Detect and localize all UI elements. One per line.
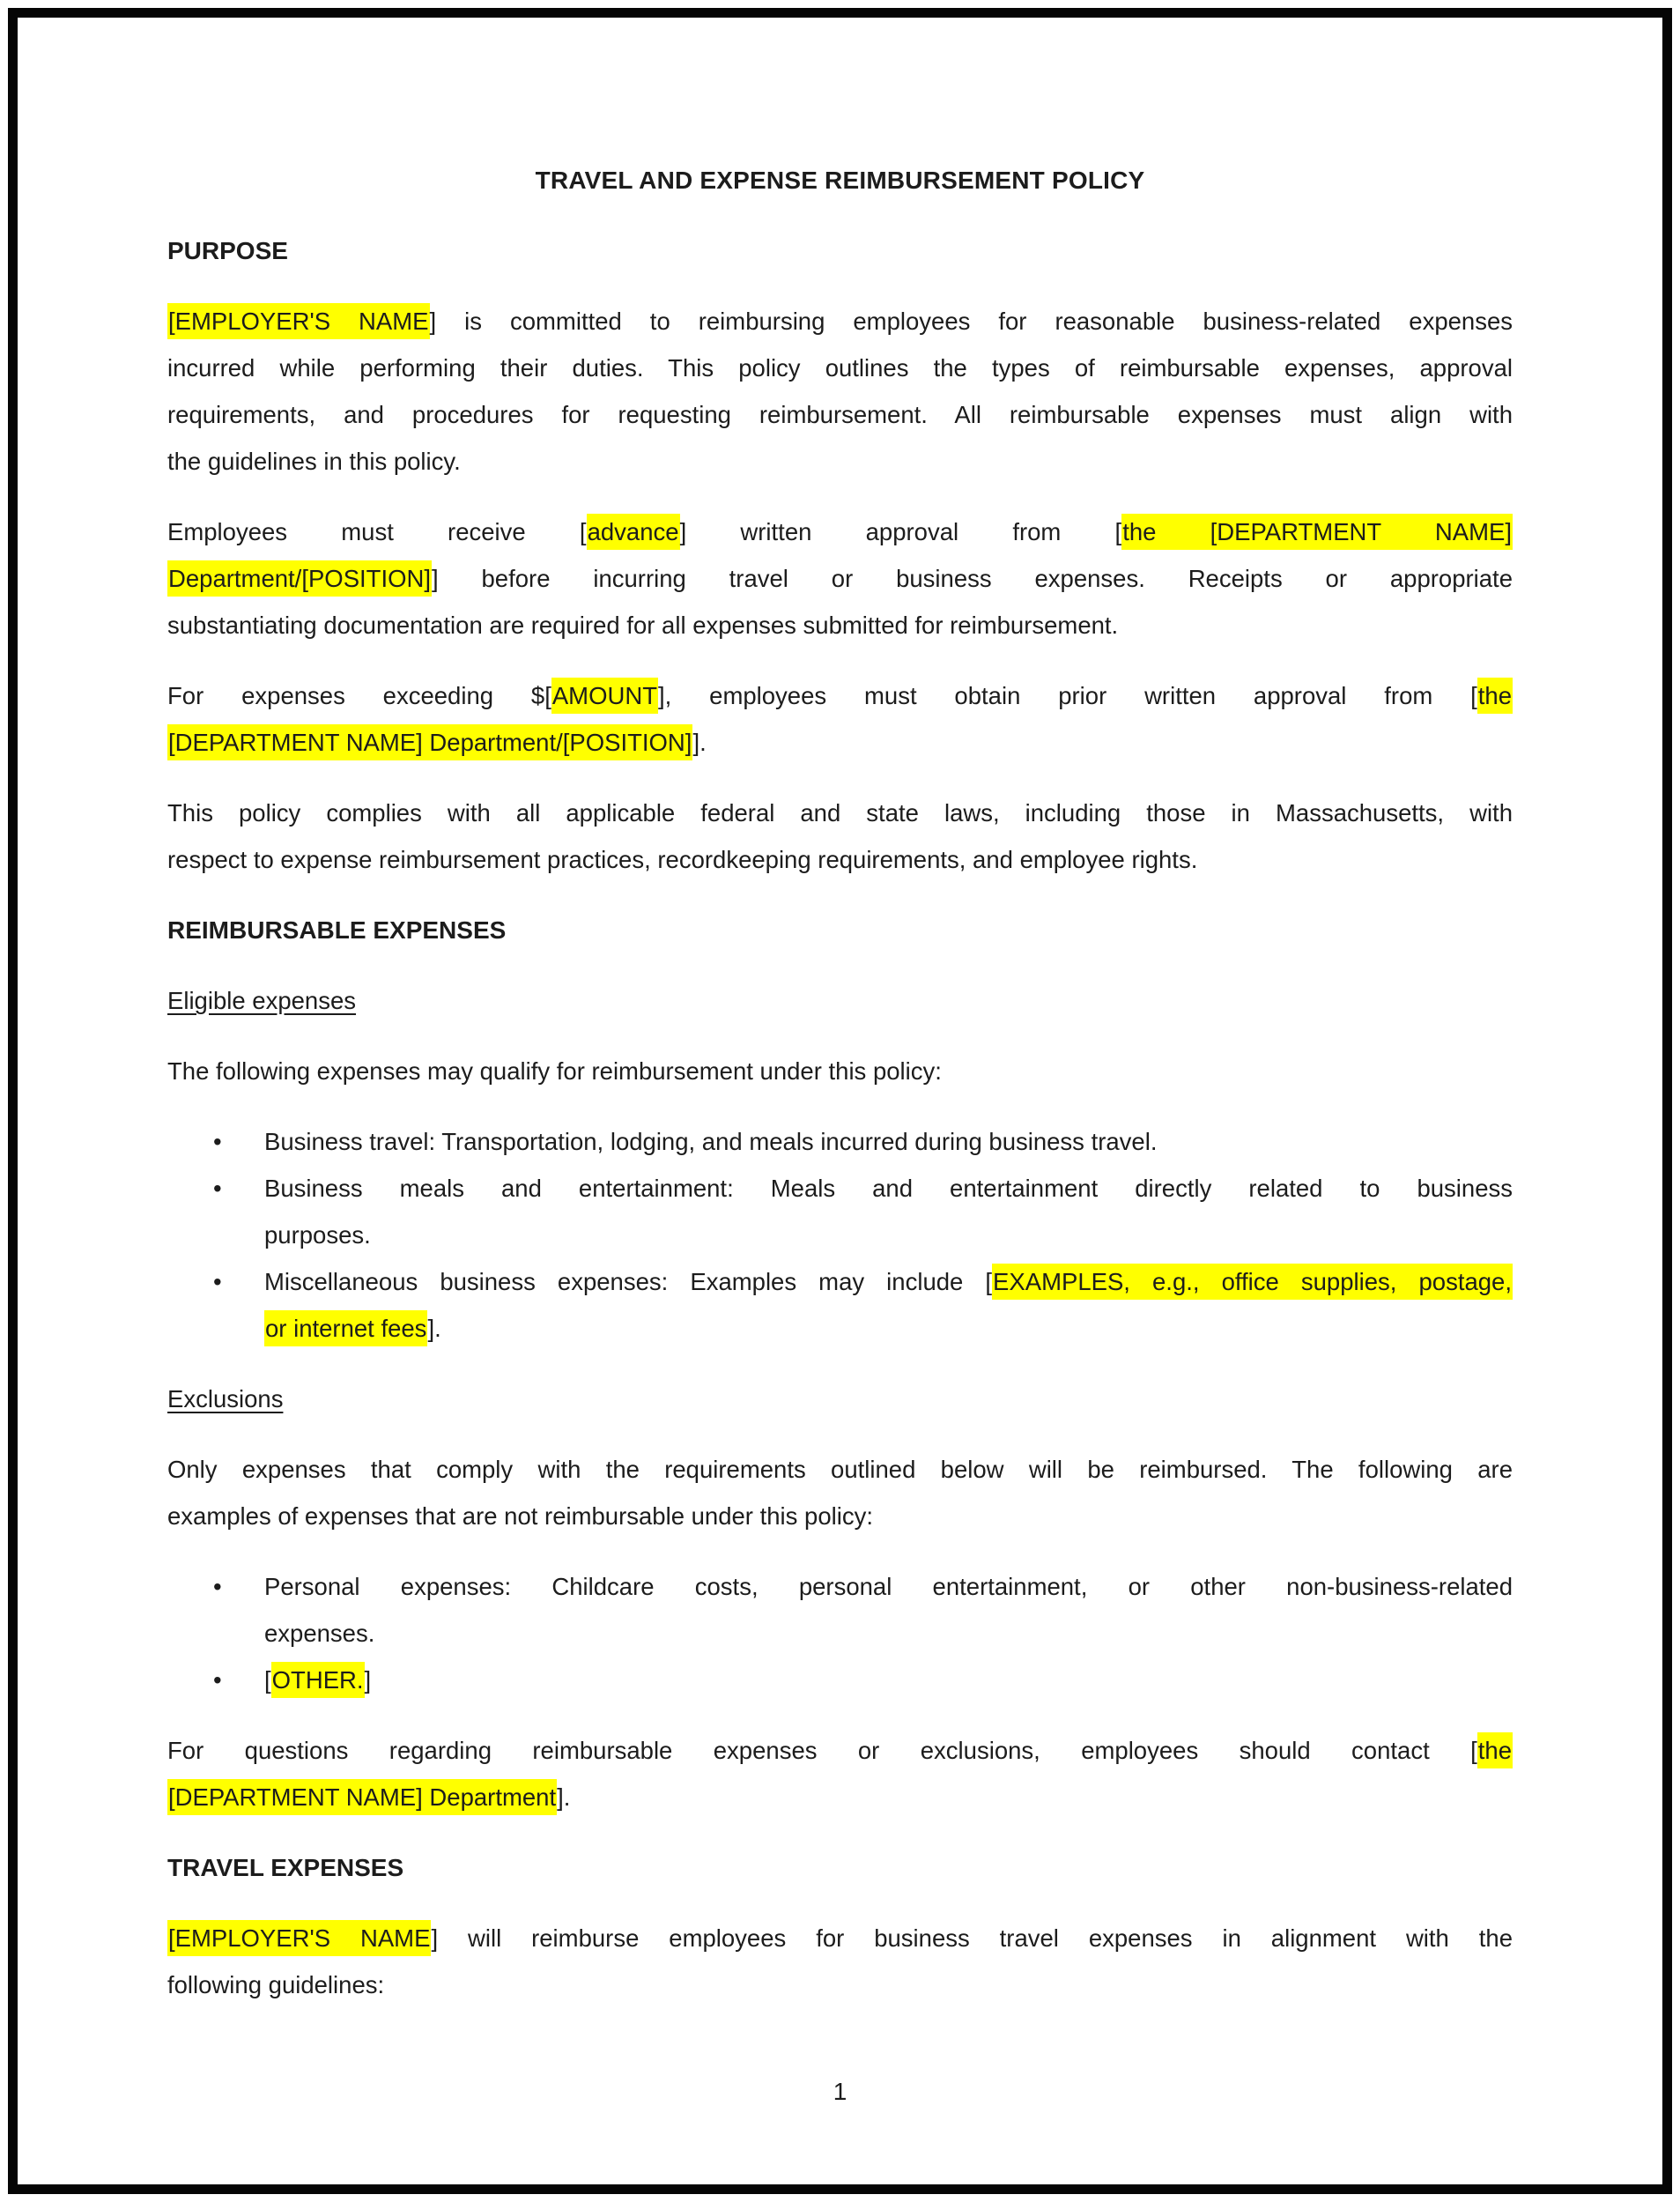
text-segment: the guidelines in this policy. (167, 448, 461, 475)
paragraph-line (264, 1258, 1513, 1305)
text-segment: [ (264, 1666, 271, 1694)
paragraph-line (167, 1961, 1513, 2008)
section-heading: TRAVEL EXPENSES (167, 1854, 404, 1881)
text-segment: ] will reimburse employees for business travel expenses in alignment with the (431, 1924, 1513, 1952)
highlighted-placeholder: [DEPARTMENT NAME] Department (167, 1779, 557, 1815)
paragraph-line (167, 298, 1513, 345)
subsection-heading: Eligible expenses (167, 987, 357, 1014)
paragraph (167, 672, 1513, 766)
text-segment: ]. (557, 1783, 571, 1811)
text-segment: purposes. (264, 1221, 371, 1249)
paragraph (167, 1915, 1513, 2008)
text-segment: ]. (427, 1315, 441, 1342)
text-segment: ] is committed to reimbursing employees for reasonable business-related expenses (429, 308, 1513, 335)
paragraph (167, 1048, 1513, 1094)
section-heading: PURPOSE (167, 237, 288, 264)
text-segment: ] (364, 1666, 372, 1694)
text-segment: ], employees must obtain prior written approval from [ (658, 682, 1477, 709)
bullet-marker-icon: • (213, 1128, 222, 1155)
paragraph-line (167, 345, 1513, 391)
paragraph (167, 508, 1513, 649)
text-segment: This policy complies with all applicable federal and state laws, including those in Massachusetts, with (167, 799, 1513, 827)
text-segment: For expenses exceeding $[ (167, 682, 551, 709)
highlighted-placeholder: Department/[POSITION] (167, 560, 432, 597)
paragraph (167, 790, 1513, 883)
text-segment: Employees must receive [ (167, 518, 587, 545)
text-segment: expenses. (264, 1620, 375, 1647)
paragraph-line (167, 602, 1513, 649)
text-segment: Business meals and entertainment: Meals and entertainment directly related to business (264, 1175, 1513, 1202)
highlighted-placeholder: OTHER. (271, 1662, 365, 1698)
paragraph-line (167, 790, 1513, 836)
bullet-text (264, 1258, 1513, 1352)
paragraph-line (167, 1048, 1513, 1094)
highlighted-placeholder: [DEPARTMENT NAME] Department/[POSITION] (167, 724, 692, 760)
text-segment: substantiating documentation are required for all expenses submitted for reimbursement. (167, 612, 1119, 639)
text-segment: requirements, and procedures for requesting reimbursement. All reimbursable expenses must align with (167, 401, 1513, 428)
bullet-text (264, 1165, 1513, 1258)
page-number: 1 (833, 2078, 847, 2105)
text-segment: ]. (692, 729, 707, 756)
text-segment: For questions regarding reimbursable expenses or exclusions, employees should contact [ (167, 1737, 1477, 1764)
highlighted-placeholder: [EMPLOYER'S NAME (167, 303, 430, 339)
paragraph-line (167, 672, 1513, 719)
bullet-text (264, 1563, 1513, 1657)
highlighted-placeholder: EXAMPLES, e.g., office supplies, postage, (992, 1264, 1513, 1300)
text-segment: Miscellaneous business expenses: Examples may include [ (264, 1268, 993, 1295)
bullet-item (167, 1165, 1513, 1258)
bullet-marker-icon: • (213, 1573, 222, 1600)
page-footer (0, 2077, 1680, 2107)
document-body (167, 157, 1513, 2032)
paragraph-line (167, 391, 1513, 438)
paragraph-line (167, 438, 1513, 485)
paragraph-line (167, 1493, 1513, 1539)
highlighted-placeholder: advance (587, 514, 680, 550)
text-segment: Only expenses that comply with the requirements outlined below will be reimbursed. The following are (167, 1456, 1513, 1483)
highlighted-placeholder: or internet fees (264, 1310, 427, 1346)
text-segment: examples of expenses that are not reimbursable under this policy: (167, 1502, 873, 1530)
highlighted-placeholder: the (1477, 678, 1513, 714)
paragraph (167, 1446, 1513, 1539)
highlighted-placeholder: AMOUNT (551, 678, 658, 714)
bullet-marker-icon: • (213, 1268, 222, 1295)
paragraph-line (167, 1727, 1513, 1774)
bullet-text (264, 1118, 1513, 1165)
paragraph-line (264, 1118, 1513, 1165)
paragraph-line (167, 719, 1513, 766)
paragraph-line (167, 508, 1513, 555)
paragraph-line (264, 1657, 1513, 1703)
paragraph (167, 1727, 1513, 1820)
subsection-heading: Exclusions (167, 1385, 284, 1412)
paragraph-line (167, 1446, 1513, 1493)
bullet-item (167, 1118, 1513, 1165)
text-segment: following guidelines: (167, 1971, 385, 1998)
text-segment: respect to expense reimbursement practices, recordkeeping requirements, and employee rights. (167, 846, 1198, 873)
paragraph-line (167, 1915, 1513, 1961)
bullet-item (167, 1258, 1513, 1352)
text-segment: ] written approval from [ (679, 518, 1122, 545)
text-segment: incurred while performing their duties. This policy outlines the types of reimbursable expenses, approval (167, 354, 1513, 382)
text-segment: Personal expenses: Childcare costs, personal entertainment, or other non-business-related (264, 1573, 1513, 1600)
bullet-item (167, 1563, 1513, 1657)
paragraph-line (167, 836, 1513, 883)
paragraph (167, 298, 1513, 485)
paragraph-line (167, 555, 1513, 602)
text-segment: ] before incurring travel or business expenses. Receipts or appropriate (432, 565, 1513, 592)
bullet-list (167, 1118, 1513, 1352)
paragraph-line (264, 1563, 1513, 1610)
section-heading: REIMBURSABLE EXPENSES (167, 916, 507, 944)
paragraph-line (167, 1774, 1513, 1820)
bullet-marker-icon: • (213, 1666, 222, 1694)
bullet-text (264, 1657, 1513, 1703)
document-title: TRAVEL AND EXPENSE REIMBURSEMENT POLICY (535, 167, 1145, 194)
text-segment: The following expenses may qualify for reimbursement under this policy: (167, 1057, 942, 1085)
bullet-marker-icon: • (213, 1175, 222, 1202)
bullet-item (167, 1657, 1513, 1703)
paragraph-line (264, 1212, 1513, 1258)
highlighted-placeholder: [EMPLOYER'S NAME (167, 1920, 431, 1956)
paragraph-line (264, 1305, 1513, 1352)
bullet-list (167, 1563, 1513, 1703)
paragraph-line (264, 1610, 1513, 1657)
text-segment: Business travel: Transportation, lodging, and meals incurred during business travel. (264, 1128, 1158, 1155)
highlighted-placeholder: the (1477, 1732, 1513, 1768)
paragraph-line (264, 1165, 1513, 1212)
highlighted-placeholder: the [DEPARTMENT NAME] (1121, 514, 1513, 550)
